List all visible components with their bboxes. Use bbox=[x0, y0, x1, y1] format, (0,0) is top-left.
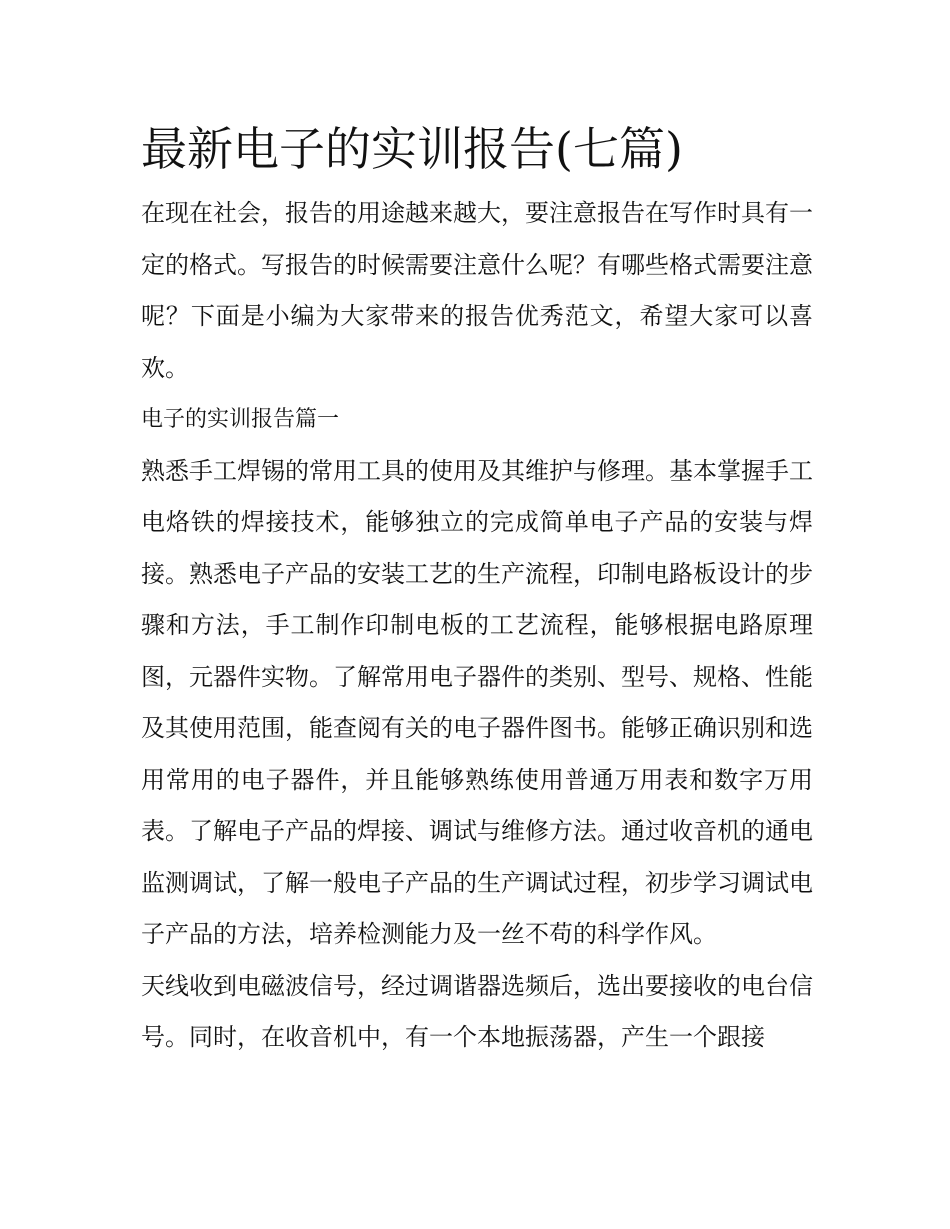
section-heading: 电子的实训报告篇一 bbox=[141, 407, 340, 432]
intro-paragraph: 在现在社会，报告的用途越来越大，要注意报告在写作时具有一定的格式。写报告的时候需要注意什么呢？有哪些格式需要注意呢？下面是小编为大家带来的报告优秀范文，希望大家可以喜欢。 bbox=[141, 199, 813, 382]
body-paragraph-1: 熟悉手工焊锡的常用工具的使用及其维护与修理。基本掌握手工电烙铁的焊接技术，能够独立的完成简单电子产品的安装与焊接。熟悉电子产品的安装工艺的生产流程，印制电路板设计的步骤和方法，手工制作印制电板的工艺流程，能够根据电路原理图，元器件实物。了解常用电子器件的类别、型号、规格、性能及其使用范围，能查阅有关的电子器件图书。能够正确识别和选用常用的电子器件，并且能够熟练使用普通万用表和数字万用表。了解电子产品的焊接、调试与维修方法。通过收音机的通电监测调试，了解一般电子产品的生产调试过程，初步学习调试电子产品的方法，培养检测能力及一丝不苟的科学作风。 bbox=[141, 456, 813, 948]
document-title: 最新电子的实训报告(七篇) bbox=[141, 122, 683, 176]
document-body bbox=[141, 110, 813, 1064]
body-paragraph-2: 天线收到电磁波信号，经过调谐器选频后，选出要接收的电台信号。同时，在收音机中，有一个本地振荡器，产生一个跟接 bbox=[141, 971, 813, 1051]
